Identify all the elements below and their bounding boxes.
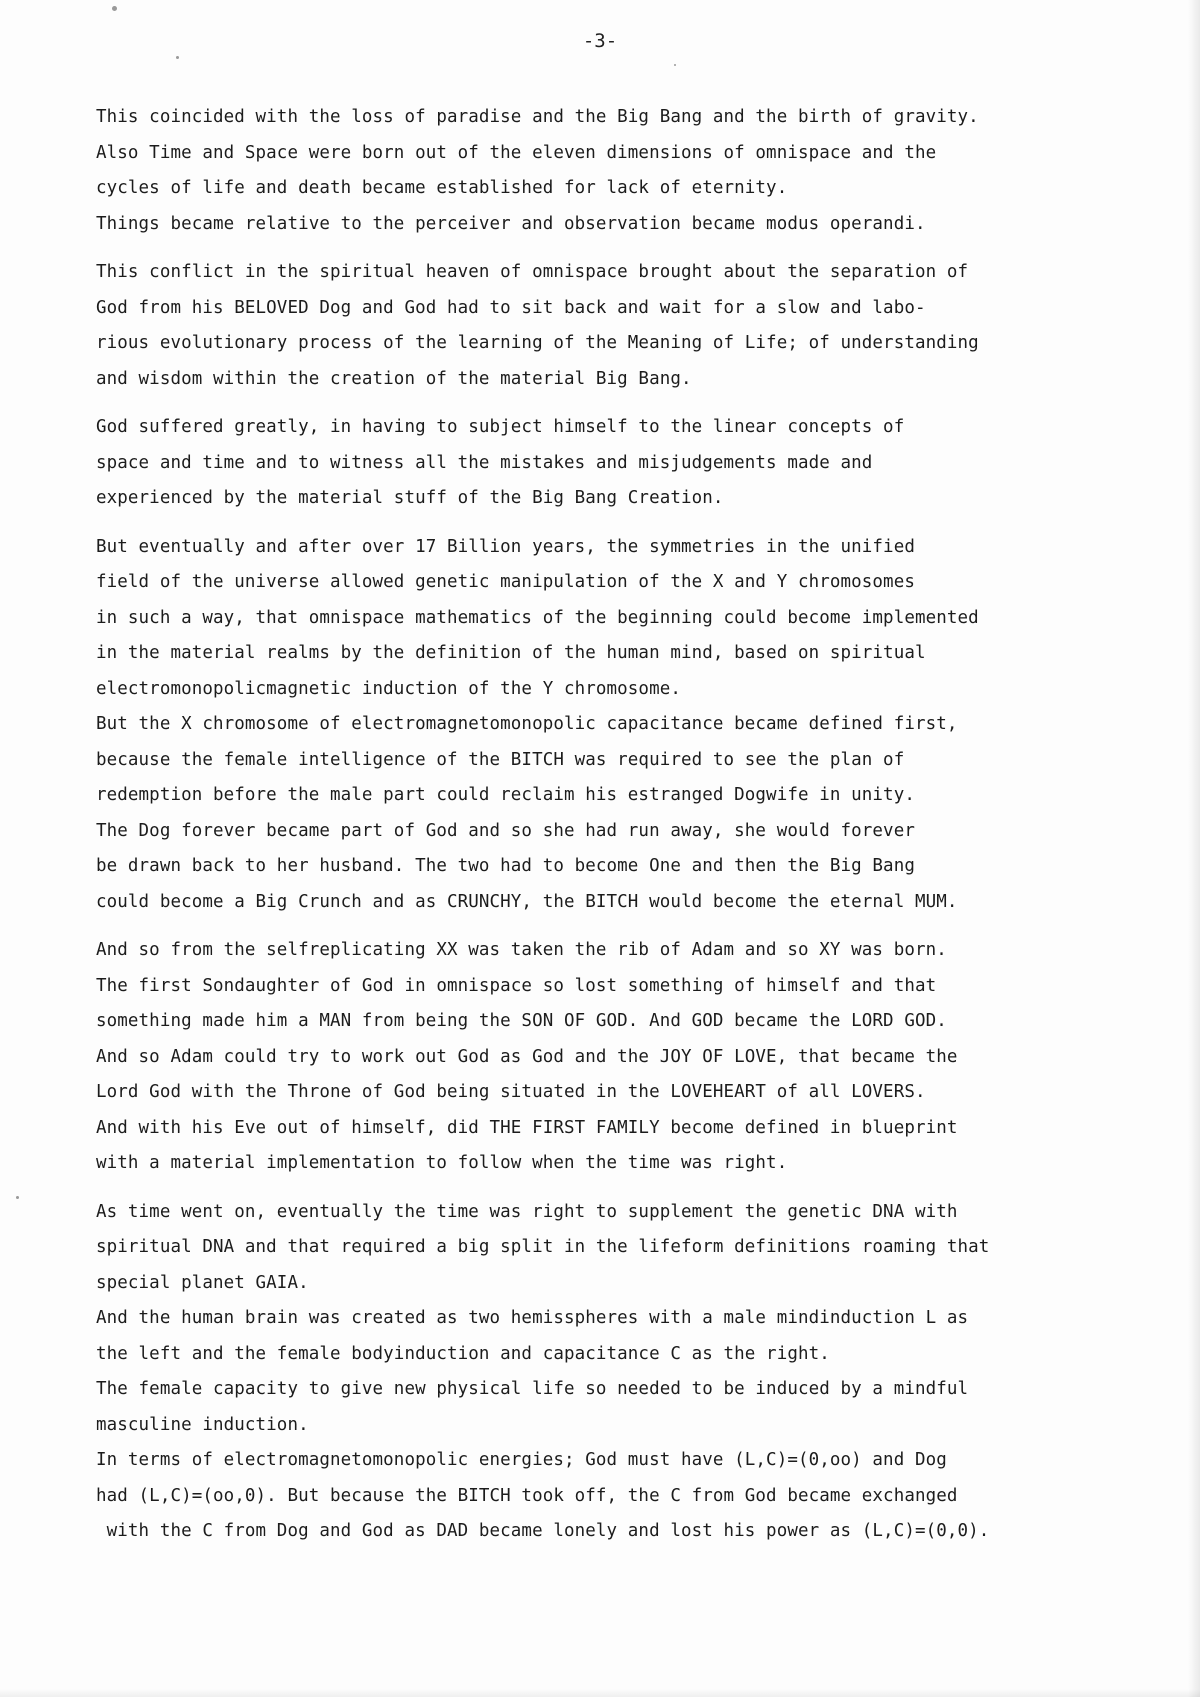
text-line: could become a Big Crunch and as CRUNCHY, the BITCH would become the eternal MUM. bbox=[96, 891, 958, 912]
page-edge-shadow bbox=[1188, 0, 1200, 1697]
text-line: This conflict in the spiritual heaven of omnispace brought about the separation of bbox=[96, 262, 969, 282]
text-line: Things became relative to the perceiver and observation became modus operandi. bbox=[96, 213, 926, 234]
text-line: experienced by the material stuff of the Big Bang Creation. bbox=[96, 488, 724, 508]
text-line: This coincided with the loss of paradise and the Big Bang and the birth of gravity. bbox=[96, 107, 979, 127]
text-line: cycles of life and death became established for lack of eternity. bbox=[96, 178, 788, 198]
text-line: As time went on, eventually the time was right to supplement the genetic DNA with bbox=[96, 1201, 958, 1222]
page-number: -3- bbox=[582, 30, 618, 52]
paper-speck bbox=[176, 56, 179, 59]
text-line: with the C from Dog and God as DAD became lonely and lost his power as (L,C)=(0,0). bbox=[96, 1521, 990, 1541]
paper-speck bbox=[16, 1196, 19, 1199]
paragraph bbox=[96, 255, 1106, 397]
text-line: spiritual DNA and that required a big split in the lifeform definitions roaming that bbox=[96, 1237, 990, 1257]
text-line: Lord God with the Throne of God being situated in the LOVEHEART of all LOVERS. bbox=[96, 1082, 926, 1102]
text-line: God suffered greatly, in having to subject himself to the linear concepts of bbox=[96, 417, 905, 437]
text-line: in the material realms by the definition of the human mind, based on spiritual bbox=[96, 643, 926, 663]
text-line: And with his Eve out of himself, did THE FIRST FAMILY become defined in blueprint bbox=[96, 1117, 958, 1138]
text-line: masculine induction. bbox=[96, 1414, 309, 1435]
text-line: because the female intelligence of the BITCH was required to see the plan of bbox=[96, 749, 905, 770]
text-line: with a material implementation to follow when the time was right. bbox=[96, 1153, 788, 1173]
text-line: something made him a MAN from being the SON OF GOD. And GOD became the LORD GOD. bbox=[96, 1011, 947, 1031]
text-line: in such a way, that omnispace mathematics of the beginning could become implemented bbox=[96, 607, 979, 628]
paper-speck bbox=[674, 64, 676, 66]
text-line: God from his BELOVED Dog and God had to sit back and wait for a slow and labo- bbox=[96, 297, 926, 318]
text-line: special planet GAIA. bbox=[96, 1272, 309, 1293]
text-line: The Dog forever became part of God and so she had run away, she would forever bbox=[96, 820, 915, 841]
text-line: The female capacity to give new physical life so needed to be induced by a mindful bbox=[96, 1379, 969, 1399]
paper-speck bbox=[112, 6, 117, 11]
text-line: The first Sondaughter of God in omnispace so lost something of himself and that bbox=[96, 975, 937, 996]
text-line: and wisdom within the creation of the material Big Bang. bbox=[96, 368, 692, 389]
text-line: electromonopolicmagnetic induction of the Y chromosome. bbox=[96, 678, 681, 699]
paragraph bbox=[96, 1195, 1106, 1550]
paragraph bbox=[96, 100, 1106, 242]
text-line: be drawn back to her husband. The two had to become One and then the Big Bang bbox=[96, 856, 915, 876]
paragraph bbox=[96, 933, 1106, 1182]
text-line: And the human brain was created as two hemisspheres with a male mindinduction L as bbox=[96, 1308, 969, 1328]
text-line: redemption before the male part could reclaim his estranged Dogwife in unity. bbox=[96, 785, 915, 805]
text-line: And so Adam could try to work out God as God and the JOY OF LOVE, that became the bbox=[96, 1046, 958, 1067]
text-line: had (L,C)=(oo,0). But because the BITCH took off, the C from God became exchanged bbox=[96, 1485, 958, 1506]
text-line: But eventually and after over 17 Billion years, the symmetries in the unified bbox=[96, 536, 915, 557]
text-line: And so from the selfreplicating XX was taken the rib of Adam and so XY was born. bbox=[96, 940, 947, 960]
document-body bbox=[96, 100, 1106, 1563]
paragraph bbox=[96, 410, 1106, 517]
text-line: Also Time and Space were born out of the eleven dimensions of omnispace and the bbox=[96, 142, 937, 163]
page-bottom-edge bbox=[0, 1689, 1200, 1697]
text-line: the left and the female bodyinduction and capacitance C as the right. bbox=[96, 1343, 830, 1364]
paragraph bbox=[96, 530, 1106, 921]
text-line: field of the universe allowed genetic manipulation of the X and Y chromosomes bbox=[96, 572, 915, 592]
text-line: rious evolutionary process of the learning of the Meaning of Life; of understanding bbox=[96, 333, 979, 353]
text-line: But the X chromosome of electromagnetomonopolic capacitance became defined first, bbox=[96, 714, 958, 734]
text-line: In terms of electromagnetomonopolic energies; God must have (L,C)=(0,oo) and Dog bbox=[96, 1450, 947, 1470]
text-line: space and time and to witness all the mistakes and misjudgements made and bbox=[96, 452, 873, 473]
